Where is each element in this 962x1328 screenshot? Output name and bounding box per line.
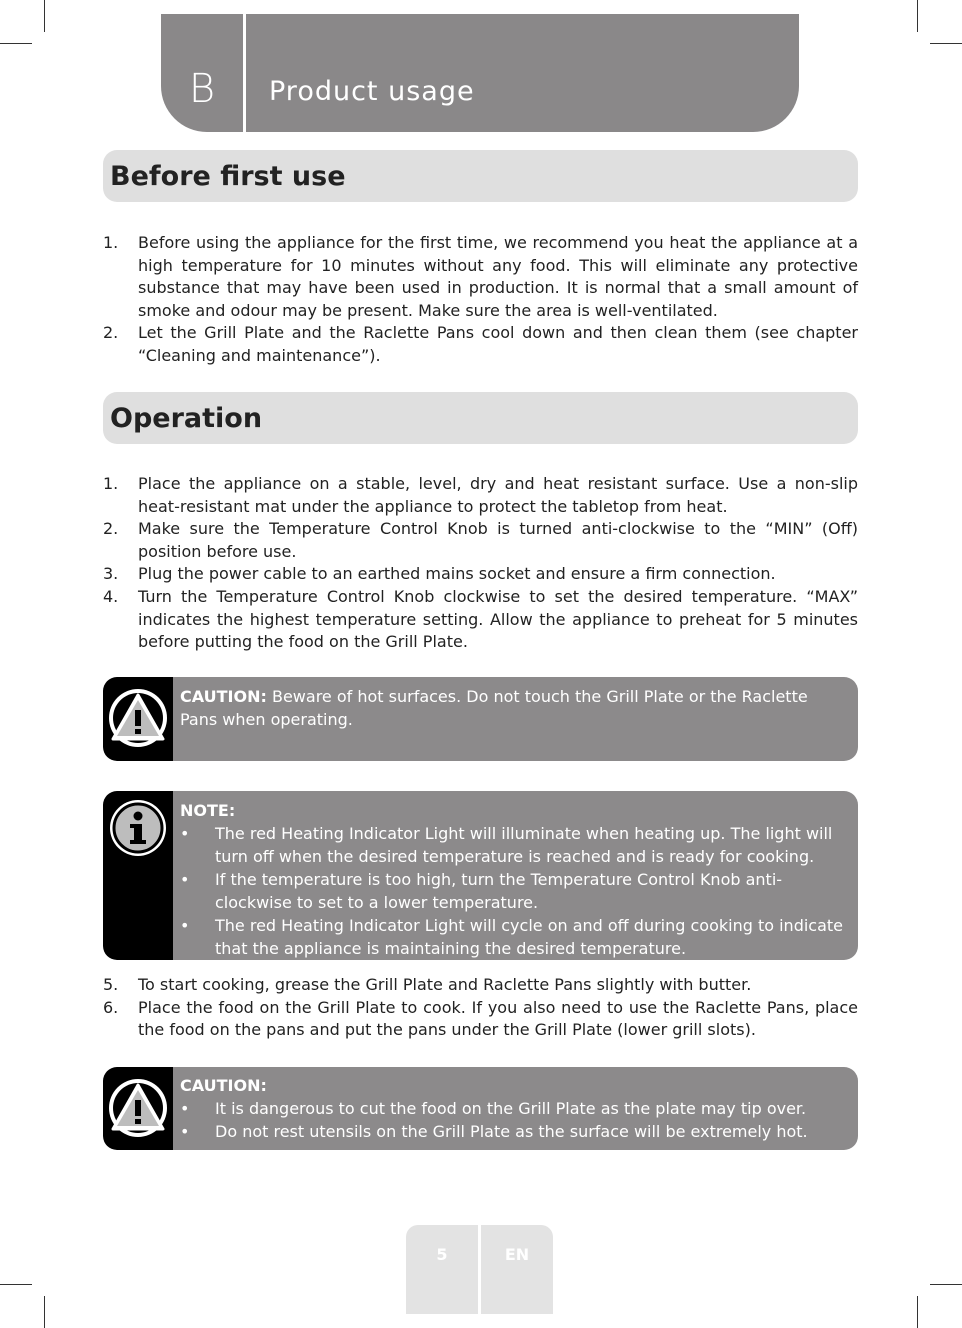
caution-bullet	[180, 1097, 844, 1120]
crop-mark	[44, 1296, 45, 1328]
list-item	[103, 974, 858, 997]
item-text: Before using the appliance for the first time, we recommend you heat the appliance at a high temperature for 10 minutes without any food. This will eliminate any protective substance that may have been used in production. It is normal that a small amount of smoke and odour may be present. Make sure the area is well-ventilated.	[138, 233, 858, 320]
caution-icon-strip	[103, 1067, 173, 1150]
list-item	[103, 563, 858, 586]
bullet-text: It is dangerous to cut the food on the Grill Plate as the plate may tip over.	[215, 1099, 807, 1118]
caution-text	[180, 685, 844, 731]
bullet-glyph: •	[180, 916, 190, 935]
crop-mark	[0, 43, 32, 44]
note-bullet	[180, 868, 844, 914]
list-item	[103, 518, 858, 563]
note-icon-strip	[103, 791, 173, 960]
bullet-glyph: •	[180, 870, 190, 889]
caution-label: CAUTION:	[180, 687, 267, 706]
caution-message: Beware of hot surfaces. Do not touch the Grill Plate or the Raclette Pans when operating.	[180, 687, 808, 729]
operation-list-continued	[103, 974, 858, 1042]
note-bullet	[180, 822, 844, 868]
page-number: 5	[406, 1225, 478, 1314]
item-text: Place the food on the Grill Plate to cook. If you also need to use the Raclette Pans, place the food on the pans and put the pans under the Grill Plate (lower grill slots).	[138, 997, 858, 1040]
section-header-before-first-use	[103, 150, 858, 202]
item-text: Let the Grill Plate and the Raclette Pans cool down and then clean them (see chapter “Cleaning and maintenance”).	[138, 323, 858, 365]
warning-icon	[108, 688, 168, 748]
crop-mark	[0, 1284, 32, 1285]
list-item	[103, 997, 858, 1042]
header-divider	[243, 14, 246, 132]
section-header-operation	[103, 392, 858, 444]
item-number: 1.	[103, 474, 119, 493]
list-item	[103, 473, 858, 518]
item-number: 2.	[103, 323, 119, 343]
note-bullet	[180, 914, 844, 960]
crop-mark	[917, 1296, 918, 1328]
list-item	[103, 232, 858, 322]
operation-list	[103, 473, 858, 654]
item-number: 3.	[103, 564, 119, 584]
warning-icon	[108, 1078, 168, 1138]
item-number: 6.	[103, 997, 119, 1017]
list-item	[103, 322, 858, 367]
crop-mark	[44, 0, 45, 32]
info-icon	[108, 798, 168, 858]
caution-label: CAUTION:	[180, 1076, 267, 1095]
item-text: To start cooking, grease the Grill Plate and Raclette Pans slightly with butter.	[138, 975, 752, 994]
caution-icon-strip	[103, 677, 173, 761]
bullet-text: The red Heating Indicator Light will illuminate when heating up. The light will turn off when the desired temperature is reached and is ready for cooking.	[215, 824, 833, 866]
bullet-text: If the temperature is too high, turn the Temperature Control Knob anti-clockwise to set to a lower temperature.	[215, 870, 783, 912]
section-title: Operation	[110, 403, 263, 434]
item-number: 5.	[103, 975, 119, 994]
crop-mark	[930, 43, 962, 44]
language-tab: EN	[481, 1225, 553, 1314]
item-text: Place the appliance on a stable, level, dry and heat resistant surface. Use a non-slip heat-resistant mat under the appliance to protect the tabletop from heat.	[138, 474, 858, 516]
item-text: Make sure the Temperature Control Knob is turned anti-clockwise to the “MIN” (Off) position before use.	[138, 519, 858, 561]
item-number: 2.	[103, 519, 119, 539]
note-label: NOTE:	[180, 801, 236, 820]
item-number: 1.	[103, 233, 119, 252]
caution-content	[180, 1074, 844, 1143]
caution-box	[103, 677, 858, 761]
section-title: Before first use	[110, 161, 346, 192]
bullet-glyph: •	[180, 1099, 190, 1118]
crop-mark	[917, 0, 918, 32]
item-text: Plug the power cable to an earthed mains socket and ensure a firm connection.	[138, 564, 776, 584]
chapter-header	[161, 14, 799, 132]
note-content	[180, 799, 844, 960]
caution-box	[103, 1067, 858, 1150]
crop-mark	[930, 1284, 962, 1285]
item-text: Turn the Temperature Control Knob clockwise to set the desired temperature. “MAX” indicates the highest temperature setting. Allow the appliance to preheat for 5 minutes before putting the food on the Grill Plate.	[138, 586, 858, 652]
note-box	[103, 791, 858, 960]
caution-bullet	[180, 1120, 844, 1143]
item-number: 4.	[103, 586, 119, 606]
bullet-text: The red Heating Indicator Light will cycle on and off during cooking to indicate that the appliance is maintaining the desired temperature.	[215, 916, 844, 958]
bullet-text: Do not rest utensils on the Grill Plate as the surface will be extremely hot.	[215, 1122, 808, 1141]
bullet-glyph: •	[180, 1122, 190, 1141]
chapter-title: Product usage	[269, 76, 475, 107]
chapter-letter: B	[188, 66, 216, 112]
bullet-glyph: •	[180, 824, 190, 843]
list-item	[103, 586, 858, 654]
before-first-use-list	[103, 232, 858, 368]
